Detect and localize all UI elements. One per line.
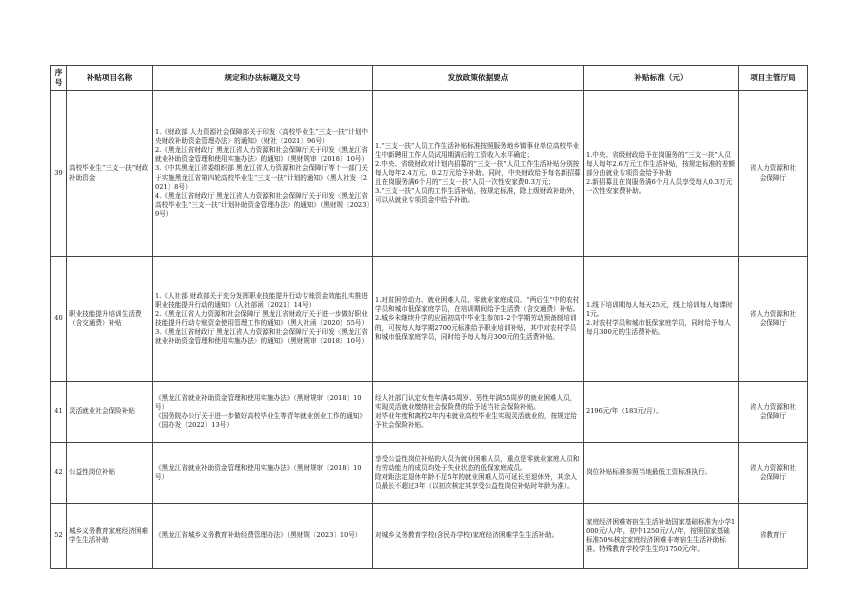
row-regs (153, 504, 373, 569)
row-dept (739, 382, 808, 443)
dept-line: 会保障厅 (759, 412, 787, 420)
header-regs: 规定和办法标题及文号 (153, 66, 373, 91)
regs-item: 1.《财政部 人力资源社会保障部关于印发〈高校毕业生“三支一扶”计划中央财政补助资金管理办法〉的通知》（财社〔2021〕96号） (155, 128, 368, 146)
standard-item: 1.线下培训期每人每天25元，线上培训每人每课时1元。 (586, 300, 733, 318)
row-dept (739, 257, 808, 382)
basis-item: 1.“三支一扶”人员工作生活补贴标准按照服务地乡镇事业单位高校毕业生中新聘用工作人员试用期满后的工资收入水平确定； (375, 141, 580, 159)
standard-item: 家庭经济困难寄宿生生活补助国家基础标准为小学1000元/人/年，初中1250元/人/年，按照国家基础标准50%核定家庭经济困难非寄宿生生活补助标准。特殊教育学校学生生均1750元/年。 (586, 517, 736, 554)
basis-item: 除对距法定退休年龄不足5年的就业困难人员可延长至退休外，其余人员最长不超过3年（以初次核定其享受公益性岗位补贴时年龄为准）。 (375, 473, 578, 491)
row-standard (584, 91, 739, 257)
standard-item: 2196元/年（183元/月）。 (586, 407, 663, 416)
header-basis: 发放政策依据要点 (373, 66, 584, 91)
row-regs (153, 443, 373, 504)
row-no: 41 (51, 382, 67, 443)
row-regs (153, 91, 373, 257)
table-row (51, 382, 808, 443)
row-name: 公益性岗位补贴 (67, 443, 153, 504)
dept-line: 省人力资源和社 (749, 402, 797, 411)
regs-item: 2.《黑龙江省财政厅 黑龙江省人力资源和社会保障厅关于印发〈黑龙江省就业补助资金管理和使用实施办法〉的通知》（黑财规审〔2018〕10号） (155, 146, 369, 164)
row-basis (373, 382, 584, 443)
regs-item: 1.《人社部 财政部关于充分发挥职业技能提升行动专账资金效能扎实推进职业技能提升行动的通知》（人社部函〔2021〕14号） (155, 291, 368, 309)
basis-item: 1.对贫困劳动力、就业困难人员、零就业家庭成员、“两后生”中的农村学员和城市低保家庭学员，在培训期间给予生活费（含交通费）补贴。 (375, 296, 580, 314)
table-header-row (51, 66, 808, 91)
regs-item: 2.《黑龙江省人力资源和社会保障厅 黑龙江省财政厅关于进一步做好职业技能提升行动专账资金使用管理工作的通知》（黑人社函〔2020〕55号） (155, 309, 369, 327)
dept-line: 会保障厅 (759, 173, 787, 182)
standard-item: 2.新招募且在岗服务满6个月人员享受每人0.3万元一次性安家费补助。 (586, 178, 733, 196)
row-regs (153, 382, 373, 443)
dept-line: 会保障厅 (759, 319, 787, 327)
dept-line: 省人力资源和社 (749, 309, 797, 318)
row-no: 42 (51, 443, 67, 504)
regs-item: 3.《中共黑龙江省委组织部 黑龙江省人力资源和社会保障厅等十一部门关于实施黑龙江省第四轮高校毕业生“三支一扶”计划的通知》（黑人社发〔2021〕8号） (155, 164, 368, 191)
basis-item: 3.“三支一扶”人员的工作生活补贴，按规定标准，除上级财政补助外，可以从就业专项资金中给予补助。 (375, 187, 580, 205)
regs-item: 《黑龙江省就业补助资金管理和使用实施办法》（黑财规审〔2018〕10号） (155, 393, 362, 411)
regs-item: 《国务院办公厅关于进一步做好高校毕业生等青年就业创业工作的通知》（国办发〔2022〕13号） (155, 412, 366, 430)
row-no: 52 (51, 504, 67, 569)
row-standard (584, 257, 739, 382)
row-basis (373, 257, 584, 382)
standard-item: 2.对农村学员和城市低保家庭学员，同时给予每人每月300元的生活费补贴。 (586, 319, 731, 337)
basis-item: 2.城乡未继续升学的应届初高中毕业生参加1-2个学期劳动预备制培训的，可按每人每学期2700元标准给予职业培训补贴，其中对农村学员和城市低保家庭学员，同时给予每人每月300元的生活费补贴。 (375, 314, 577, 341)
basis-item: 对城乡义务教育学校(含民办学校)家庭经济困难学生生活补助。 (375, 531, 559, 540)
regs-item: 4.《黑龙江省财政厅 黑龙江省人力资源和社会保障厅关于印发〈黑龙江省高校毕业生“三支一扶”计划补助资金管理办法〉的通知》（黑财规〔2023〕9号） (155, 191, 370, 218)
subsidy-policy-table (50, 65, 808, 569)
row-name: 灵活就业社会保险补贴 (67, 382, 153, 443)
dept-line: 省人力资源和社 (749, 164, 797, 173)
basis-item: 对毕业年度和离校2年内未就业高校毕业生实现灵活就业的，按规定给予社会保险补贴。 (375, 412, 578, 430)
row-dept (739, 443, 808, 504)
standard-item: 1.中央、省级财政给予在岗服务的“三支一扶”人员每人每年2.6万元工作生活补贴，按规定标准的差额部分由就业专项资金给予补助 (586, 150, 735, 177)
row-name: 高校毕业生“三支一扶”财政补助资金 (67, 91, 153, 257)
row-name: 职业技能提升培训生活费（含交通费）补贴 (67, 257, 153, 382)
row-standard (584, 443, 739, 504)
standard-item: 岗位补贴标准参照当地最低工资标准执行。 (586, 468, 712, 477)
row-basis (373, 443, 584, 504)
regs-item: 《黑龙江省城乡义务教育补助经费管理办法》（黑财规〔2023〕10号） (155, 531, 362, 540)
row-name: 城乡义务教育家庭经济困难学生生活补助 (67, 504, 153, 569)
header-standard: 补贴标准（元） (584, 66, 739, 91)
regs-item: 3.《黑龙江省财政厅 黑龙江省人力资源和社会保障厅关于印发〈黑龙江省就业补助资金管理和使用实施办法〉的通知》（黑财规审〔2018〕10号） (155, 328, 369, 346)
table-row (51, 91, 808, 257)
row-basis (373, 504, 584, 569)
table-row (51, 257, 808, 382)
header-no: 序号 (51, 66, 67, 91)
basis-item: 经人社部门认定女性年满45周岁、男性年满55周岁的就业困难人员，实现灵活就业缴纳社会保险费的给予适当社会保险补贴。 (375, 393, 577, 411)
regs-item: 《黑龙江省就业补助资金管理和使用实施办法》（黑财规审〔2018〕10号） (155, 463, 362, 481)
table-row (51, 504, 808, 569)
row-regs (153, 257, 373, 382)
header-name: 补贴项目名称 (67, 66, 153, 91)
row-no: 39 (51, 91, 67, 257)
row-no: 40 (51, 257, 67, 382)
row-dept (739, 504, 808, 569)
row-standard (584, 504, 739, 569)
dept-line: 省教育厅 (759, 531, 787, 540)
dept-line: 会保障厅 (759, 473, 787, 481)
row-standard (584, 382, 739, 443)
basis-item: 享受公益性岗位补贴的人员为就业困难人员，重点是零就业家庭人员和有劳动能力的成员均处于失业状态的低保家庭成员。 (375, 454, 580, 472)
row-dept (739, 91, 808, 257)
basis-item: 2.中央、省级财政对计划内招募的“三支一扶”人员工作生活补贴分别按每人每年2.4万元、0.2万元给予补助。同时，中央财政给予每名新招募且在岗服务满6个月的“三支一扶”人员一次性安家费0.3万元； (375, 159, 581, 187)
row-basis (373, 91, 584, 257)
header-dept: 项目主管厅局 (739, 66, 808, 91)
table-row (51, 443, 808, 504)
dept-line: 省人力资源和社 (749, 463, 797, 472)
